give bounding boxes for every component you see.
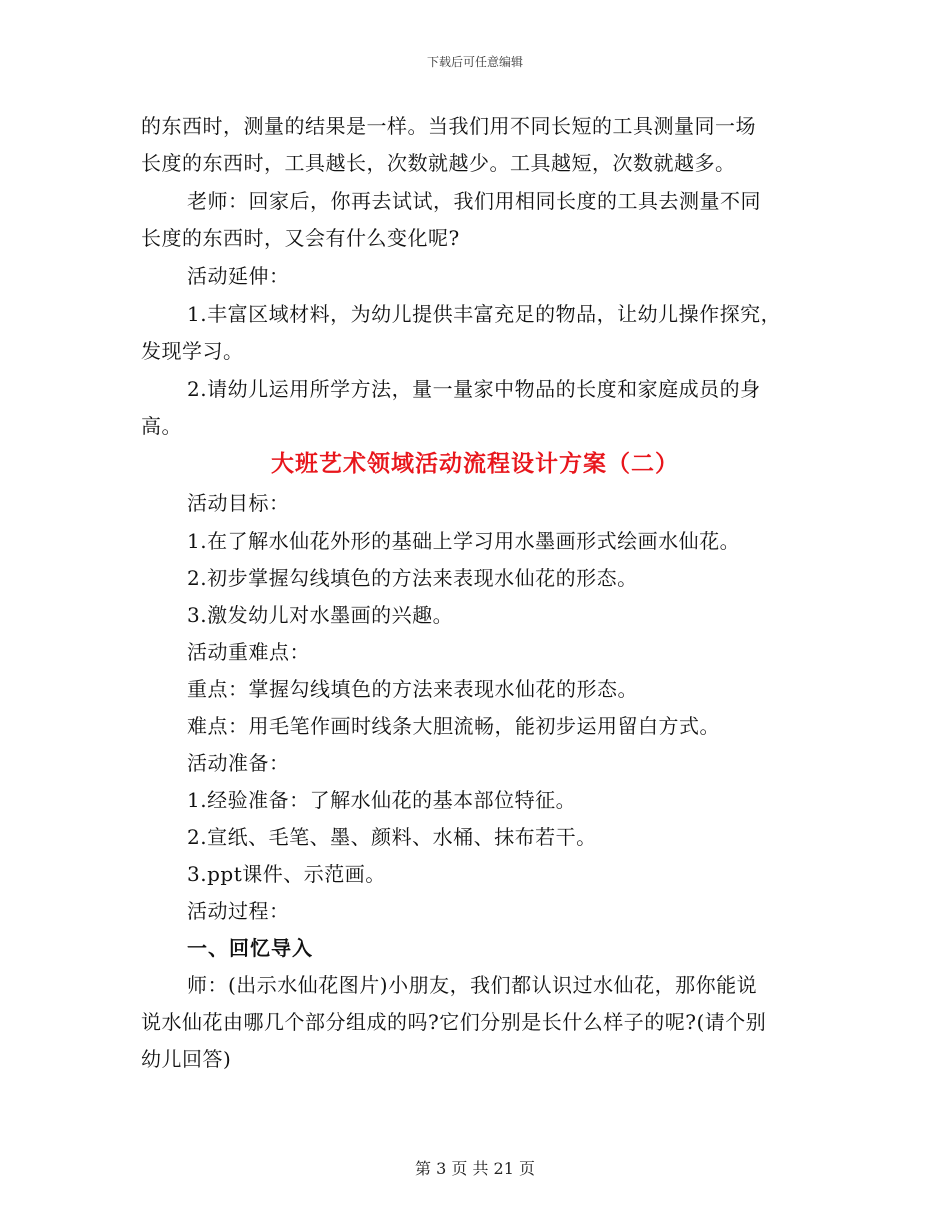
body-line: 发现学习。 bbox=[141, 339, 244, 363]
body-line: 高。 bbox=[141, 414, 182, 438]
section-line: 1.在了解水仙花外形的基础上学习用水墨画形式绘画水仙花。 bbox=[187, 529, 741, 553]
section-line: 3.ppt课件、示范画。 bbox=[187, 862, 386, 886]
section-line: 活动目标： bbox=[187, 491, 290, 515]
section-line: 3.激发幼儿对水墨画的兴趣。 bbox=[187, 603, 454, 627]
section-line: 难点：用毛笔作画时线条大胆流畅，能初步运用留白方式。 bbox=[187, 714, 720, 738]
section-heading: 一、回忆导入 bbox=[187, 936, 313, 960]
body-line: 活动延伸： bbox=[187, 264, 290, 288]
section-line: 活动过程： bbox=[187, 899, 290, 923]
paragraph-line: 幼儿回答) bbox=[141, 1047, 232, 1071]
page-number-footer: 第 3 页 共 21 页 bbox=[415, 1159, 535, 1178]
paragraph-line: 说水仙花由哪几个部分组成的吗?它们分别是长什么样子的呢?(请个别 bbox=[141, 1010, 767, 1034]
body-line: 2.请幼儿运用所学方法，量一量家中物品的长度和家庭成员的身 bbox=[187, 377, 761, 401]
body-line: 长度的东西时，又会有什么变化呢? bbox=[141, 226, 460, 250]
section-line: 活动重难点： bbox=[187, 640, 310, 664]
section-line: 1.经验准备：了解水仙花的基本部位特征。 bbox=[187, 788, 577, 812]
body-line: 1.丰富区域材料，为幼儿提供丰富充足的物品，让幼儿操作探究， bbox=[187, 302, 782, 326]
section-line: 活动准备： bbox=[187, 751, 290, 775]
section-line: 2.宣纸、毛笔、墨、颜料、水桶、抹布若干。 bbox=[187, 825, 597, 849]
body-line: 长度的东西时，工具越长，次数就越少。工具越短，次数就越多。 bbox=[141, 151, 736, 175]
body-line: 的东西时，测量的结果是一样。当我们用不同长短的工具测量同一场 bbox=[141, 114, 756, 138]
section-line: 重点：掌握勾线填色的方法来表现水仙花的形态。 bbox=[187, 677, 638, 701]
section-line: 2.初步掌握勾线填色的方法来表现水仙花的形态。 bbox=[187, 566, 638, 590]
page-header-note: 下载后可任意编辑 bbox=[426, 55, 523, 69]
document-title: 大班艺术领域活动流程设计方案（二） bbox=[271, 451, 679, 477]
body-line: 老师：回家后，你再去试试，我们用相同长度的工具去测量不同 bbox=[187, 189, 761, 213]
paragraph-line: 师：(出示水仙花图片)小朋友，我们都认识过水仙花，那你能说 bbox=[187, 973, 758, 997]
